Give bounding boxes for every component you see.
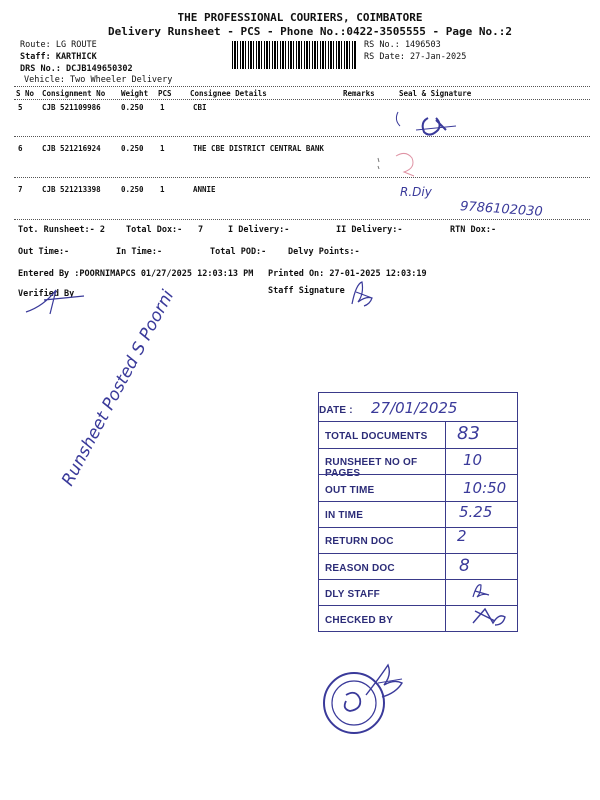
vehicle-label: Vehicle: Two Wheeler Delivery xyxy=(24,75,173,85)
table-top-rule xyxy=(14,86,590,87)
col-header-sno: S No xyxy=(16,89,35,98)
out-time-label: Out Time:- xyxy=(18,247,70,257)
cell-sno: 7 xyxy=(18,185,23,194)
cell-weight: 0.250 xyxy=(121,144,144,153)
cell-consignee: CBI xyxy=(193,103,207,112)
cell-sno: 5 xyxy=(18,103,23,112)
col-header-pcs: PCS xyxy=(158,89,172,98)
cell-consignee: THE CBE DISTRICT CENTRAL BANK xyxy=(193,144,324,153)
total-dox-label: Total Dox:- xyxy=(126,225,183,235)
cell-weight: 0.250 xyxy=(121,103,144,112)
cell-pcs: 1 xyxy=(160,103,165,112)
total-pod-label: Total POD:- xyxy=(210,247,267,257)
runsheet-title: Delivery Runsheet - PCS - Phone No.:0422-3505555 - Page No.:2 xyxy=(108,25,512,38)
stamp-value-reason-doc: 8 xyxy=(459,556,470,576)
stamp-rule xyxy=(319,527,517,528)
cell-sno: 6 xyxy=(18,144,23,153)
stamp-rule xyxy=(319,421,517,422)
stamp-rule xyxy=(319,474,517,475)
stamp-date-label: DATE : xyxy=(319,405,353,416)
col-header-consignment: Consignment No xyxy=(42,89,106,98)
total-dox-value: 7 xyxy=(198,225,204,235)
cell-weight: 0.250 xyxy=(121,185,144,194)
printed-on: Printed On: 27-01-2025 12:03:19 xyxy=(268,269,427,279)
tot-runsheet: Tot. Runsheet:- 2 xyxy=(18,225,105,235)
stamp-label-reason-doc: REASON DOC xyxy=(325,563,395,574)
company-name: THE PROFESSIONAL COURIERS, COIMBATORE xyxy=(177,11,423,24)
stamp-value-return-doc: 2 xyxy=(457,527,467,545)
row7-phone-handwriting: 9786102030 xyxy=(459,199,544,220)
stamp-label-dly-staff: DLY STAFF xyxy=(325,589,380,600)
stamp-label-runsheet-pages: RUNSHEET NO OF PAGES xyxy=(325,457,418,479)
company-round-seal xyxy=(318,655,428,740)
verified-by-label: Verified By xyxy=(18,289,75,299)
barcode-image xyxy=(232,41,356,69)
cell-pcs: 1 xyxy=(160,144,165,153)
cell-consignment: CJB 521216924 xyxy=(42,144,101,153)
stamp-dly-staff-signature xyxy=(469,581,499,601)
stamp-label-out-time: OUT TIME xyxy=(325,485,375,496)
in-time-label: In Time:- xyxy=(116,247,163,257)
cell-consignment: CJB 521109986 xyxy=(42,103,101,112)
staff-label: Staff: KARTHICK xyxy=(20,52,97,62)
stamp-label-checked-by: CHECKED BY xyxy=(325,615,394,626)
route-label: Route: LG ROUTE xyxy=(20,40,97,50)
staff-signature-label: Staff Signature xyxy=(268,286,345,296)
verified-signature-scribble xyxy=(20,282,90,318)
stamp-label-return-doc: RETURN DOC xyxy=(325,536,394,547)
stamp-rule xyxy=(319,501,517,502)
stamp-value-out-time: 10:50 xyxy=(463,479,507,497)
drs-number: DRS No.: DCJB149650302 xyxy=(20,64,133,74)
stamp-checked-by-signature xyxy=(469,603,509,629)
stamp-date-value: 27/01/2025 xyxy=(371,399,458,417)
cell-pcs: 1 xyxy=(160,185,165,194)
staff-signature-scribble xyxy=(346,278,382,310)
ii-delivery-label: II Delivery:- xyxy=(336,225,403,235)
entered-by: Entered By :POORNIMAPCS 01/27/2025 12:03:13 PM xyxy=(18,269,254,279)
rtn-dox-label: RTN Dox:- xyxy=(450,225,497,235)
col-header-seal: Seal & Signature xyxy=(399,89,472,98)
col-header-remarks: Remarks xyxy=(343,89,375,98)
stamp-rule xyxy=(319,553,517,554)
cell-consignment: CJB 521213398 xyxy=(42,185,101,194)
runsheet-stamp xyxy=(318,392,518,632)
cell-consignee: ANNIE xyxy=(193,185,216,194)
stamp-value-runsheet-pages: 10 xyxy=(463,451,483,469)
i-delivery-label: I Delivery:- xyxy=(228,225,290,235)
stamp-rule xyxy=(319,448,517,449)
stamp-label-total-documents: TOTAL DOCUMENTS xyxy=(325,431,428,442)
rs-number: RS No.: 1496503 xyxy=(364,40,441,50)
row7-remark-handwriting: R.Diy xyxy=(400,185,432,199)
stamp-label-in-time: IN TIME xyxy=(325,510,364,521)
stamp-rule xyxy=(319,579,517,580)
col-header-weight: Weight xyxy=(121,89,149,98)
side-handwritten-note: Runsheet Posted S Poorni xyxy=(58,287,179,490)
delvy-points-label: Delvy Points:- xyxy=(288,247,360,257)
col-header-consignee: Consignee Details xyxy=(190,89,267,98)
rs-date: RS Date: 27-Jan-2025 xyxy=(364,52,467,62)
stamp-value-total-documents: 83 xyxy=(457,423,480,444)
stamp-value-in-time: 5.25 xyxy=(459,503,493,521)
